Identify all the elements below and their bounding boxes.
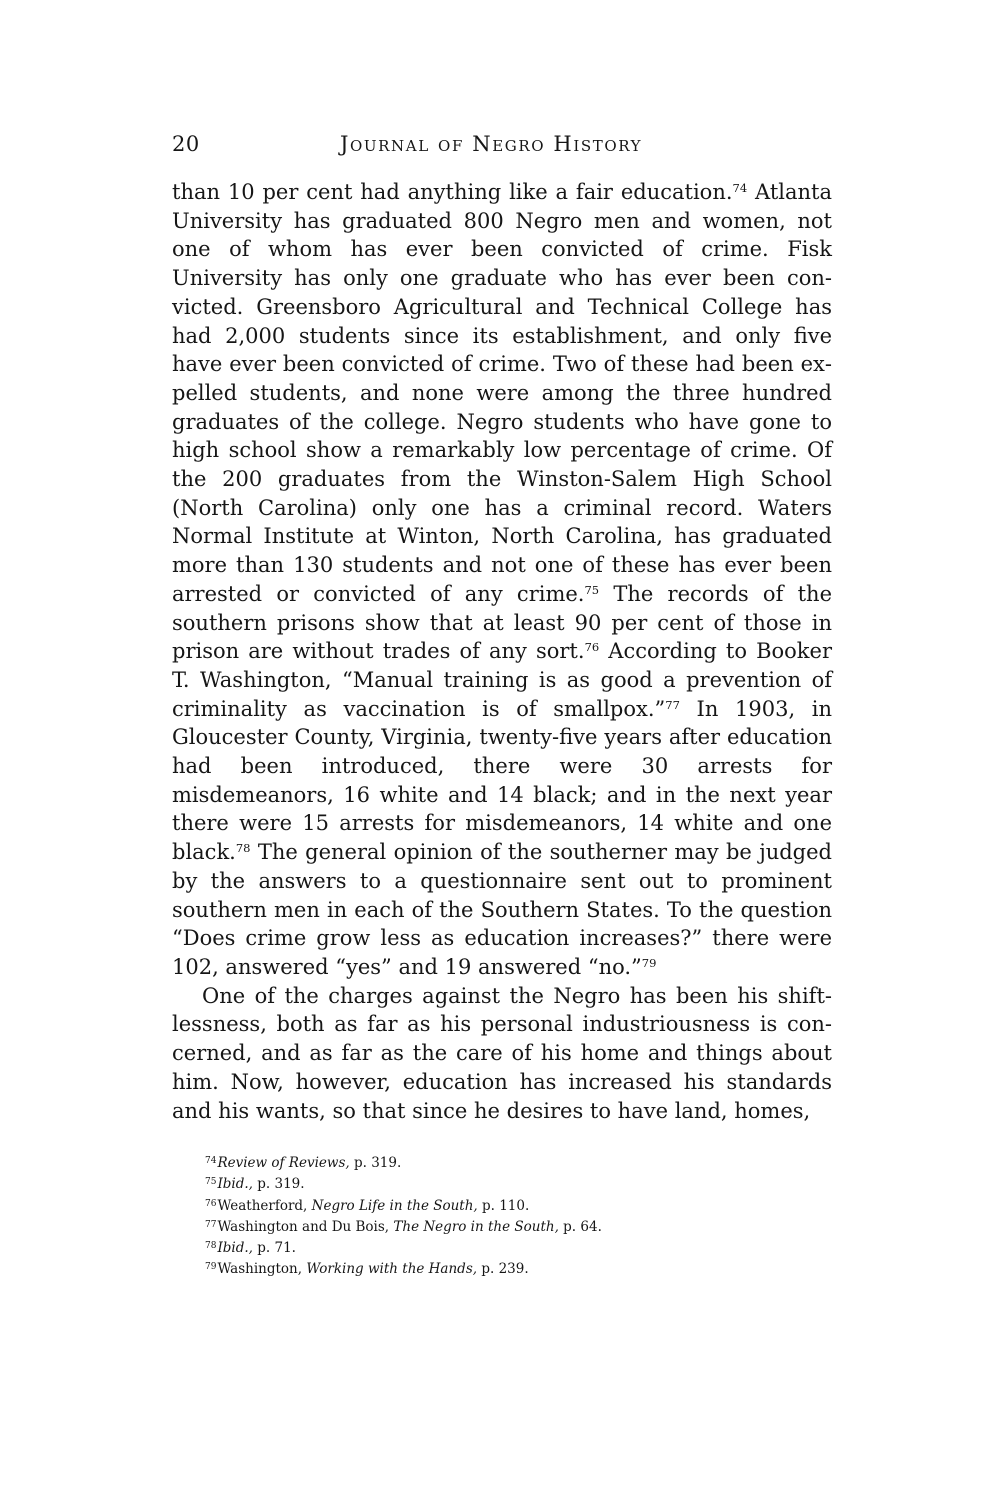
paragraph-text: than 10 per cent had anything like a fair education.	[172, 180, 733, 204]
footnote-ref: 75	[584, 582, 600, 597]
footnote-title: The Negro in the South,	[393, 1218, 559, 1235]
footnote-text: p. 71.	[252, 1240, 296, 1257]
footnote-text: p. 319.	[349, 1155, 402, 1171]
footnote-text: p. 110.	[477, 1197, 530, 1214]
footnote-number: 77	[205, 1219, 217, 1230]
footnote-number: 75	[205, 1177, 217, 1188]
body-paragraph	[172, 982, 832, 1126]
footnote-number: 78	[205, 1241, 217, 1252]
paragraph-text: In 1903, in Gloucester County, Virginia, twenty-five years after education had been introduced, there were 30 arrests for misdemeanors, 16 white and 14 black; and in the next year there were 15 arrests for misdemeanors, 14 white and one black.	[172, 696, 832, 865]
paragraph-text: The records of the southern prisons show that at least 90 per cent of those in prison are without trades of any sort.	[172, 581, 832, 664]
footnote-text: p. 319.	[252, 1176, 305, 1193]
body-paragraph	[172, 178, 832, 982]
footnote-title: Working with the Hands,	[306, 1261, 478, 1278]
footnote-title: Ibid.,	[217, 1240, 253, 1257]
running-head	[172, 132, 832, 162]
footnote	[205, 1238, 765, 1259]
footnote-text: Weatherford,	[217, 1197, 312, 1214]
footnote-text: p. 64.	[558, 1218, 602, 1235]
footnote	[205, 1196, 765, 1217]
journal-title: Journal of Negro History	[340, 132, 643, 156]
footnote-title: Ibid.,	[217, 1176, 253, 1193]
footnote	[205, 1259, 765, 1280]
paragraph-text: The general opinion of the southerner may be judged by the answers to a questionnaire sent out to prominent southern men in each of the Southern States. To the question “Does crime grow less as education increases?” there were 102, answered “yes” and 19 answered “no.”	[172, 840, 832, 979]
paragraph-text: According to Booker T. Washington, “Manual training is as good a prevention of criminality as vaccination is of smallpox.”	[172, 639, 832, 721]
footnote-text: Washington and Du Bois,	[217, 1218, 394, 1235]
footnote-number: 76	[205, 1198, 217, 1209]
footnote-ref: 79	[641, 955, 657, 970]
footnote-title: Review of Reviews,	[217, 1155, 350, 1171]
footnote-ref: 77	[665, 697, 680, 712]
footnote-number: 79	[205, 1262, 217, 1273]
footnote-ref: 74	[732, 181, 748, 195]
footnote	[205, 1174, 765, 1195]
footnote-ref: 76	[584, 640, 600, 655]
footnote-text: p. 239.	[477, 1261, 529, 1278]
footnote-number: 74	[205, 1156, 217, 1166]
body-text	[172, 178, 832, 1125]
page-number: 20	[172, 132, 200, 156]
footnote	[205, 1153, 765, 1174]
footnote-ref: 78	[235, 841, 251, 856]
footnotes	[205, 1153, 765, 1281]
footnote-title: Negro Life in the South,	[311, 1197, 478, 1214]
paragraph-text: One of the charges against the Negro has been his shiftlessness, both as far as his personal industriousness is concerned, and as far as the care of his home and things about him. Now, however, education has increased his standards and his wants, so that since he desires to have land, homes,	[172, 983, 832, 1123]
footnote	[205, 1217, 765, 1238]
paragraph-text: Atlanta University has graduated 800 Negro men and women, not one of whom has ever been convicted of crime. Fisk University has only one graduate who has ever been convicted. Greensboro Agricultural and Technical College has had 2,000 students since its establishment, and only five have ever been convicted of crime. Two of these had been expelled students, and none were among the three hundred graduates of the college. Negro students who have gone to high school show a remarkably low percentage of crime. Of the 200 graduates from the Winston-Salem High School (North Carolina) only one has a criminal record. Waters Normal Institute at Winton, North Carolina, has graduated more than 130 students and not one of these has ever been arrested or convicted of any crime.	[172, 180, 832, 606]
footnote-text: Washington,	[217, 1261, 307, 1278]
